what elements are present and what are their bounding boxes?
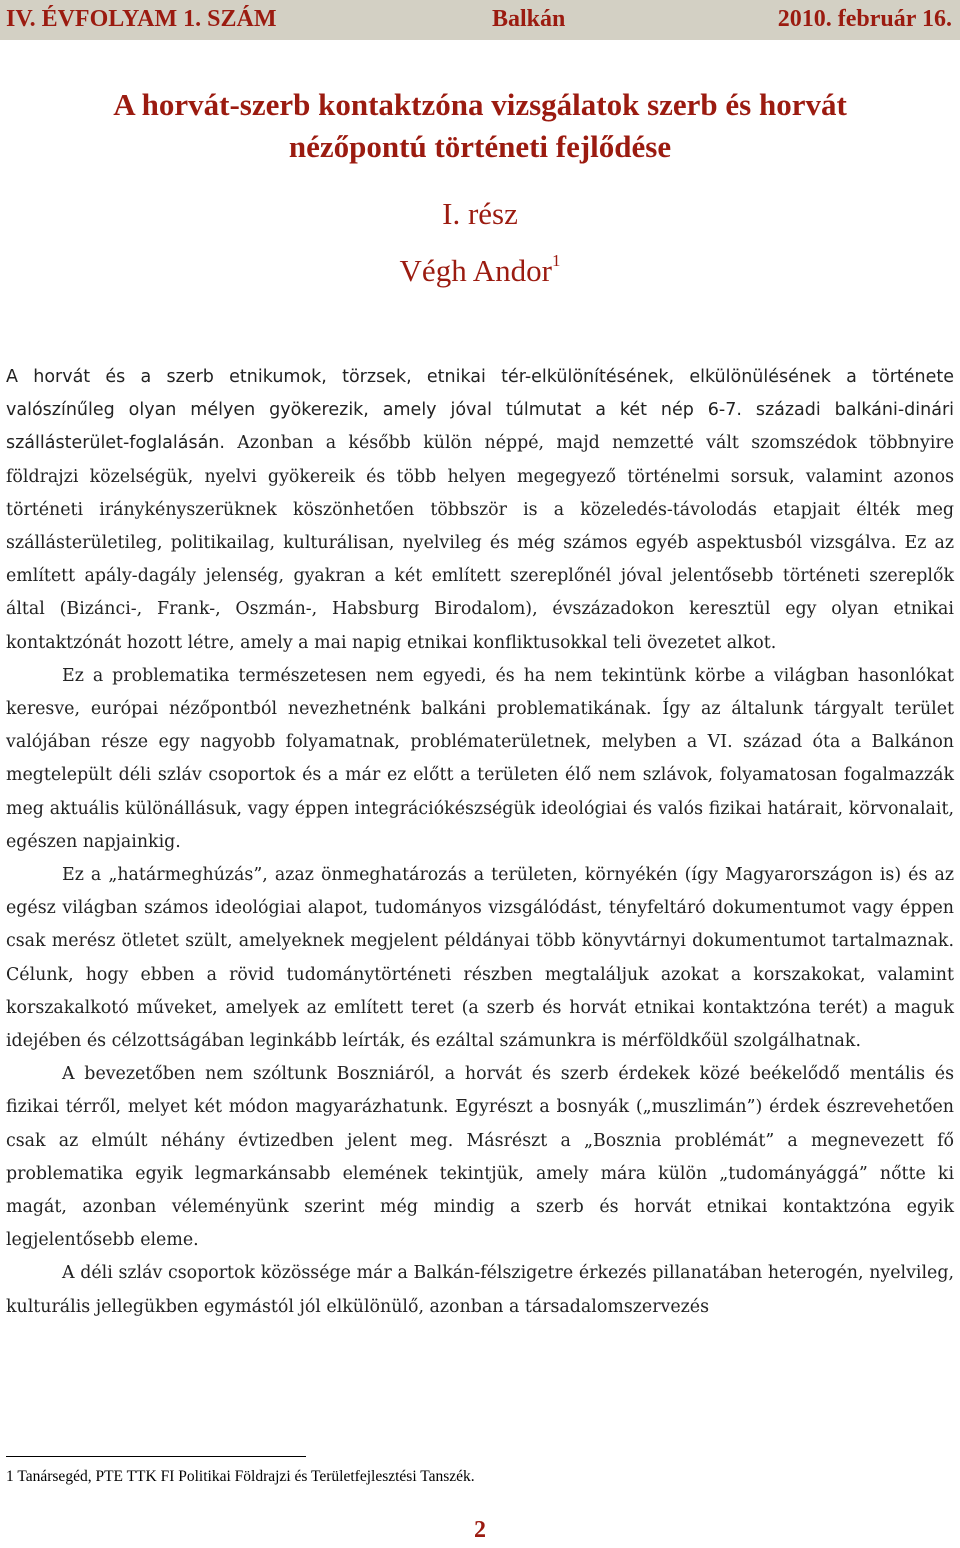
article-title-line-1: A horvát-szerb kontaktzóna vizsgálatok szerb és horvát (113, 87, 847, 122)
header-date: 2010. február 16. (777, 6, 952, 32)
footnote-ref[interactable]: 1 (551, 250, 561, 270)
paragraph-3: Ez a „határmeghúzás”, azaz önmeghatározás a területen, környékén (így Magyarországon is) és az egész világban számos ideológiai alapot, tudományos vizsgálódást, tényfeltáró dokumentumot vagy éppen csak merész ötletet szült, amelyeknek megjelent példányai több könyvtárnyi dokumentumot tartalmaznak. Célunk, hogy ebben a rövid tudománytörténeti részben megtaláljuk azokat a korszakokat, valamint korszakalkotó műveket, amelyek az említett teret (a szerb és horvát etnikai kontaktzóna terét) a maguk idejében és célzottságában leginkább leírták, és ezáltal számunkra is mérföldkőül szolgálhatnak. (6, 865, 954, 1052)
paragraph-2: Ez a problematika természetesen nem egyedi, és ha nem tekintünk körbe a világban hasonlókat keresve, európai nézőpontból nevezhetnénk balkáni problematikának. Így az általunk tárgyalt terület valójában része egy nagyobb folyamatnak, problématerületnek, melyben a VI. század óta a Balkánon megtelepült déli szláv csoportok és a már ez előtt a területen élő nem szlávok, folyamatosan fogalmazzák meg aktuális különállásuk, vagy éppen integrációkészségük ideológiai és valós fizikai határait, körvonalait, egészen napjainkig. (6, 665, 954, 852)
intro-text: A horvát és a szerb etnikumok, törzsek, etnikai tér-elkülönítésének, elkülönülésének a története valószínűleg olyan mélyen gyökerezik, amely jóval túlmutat a két nép 6-7. századi balkáni-dinári szállásterület-foglalásán. (6, 367, 954, 454)
page-number: 2 (474, 1517, 486, 1543)
running-header (0, 0, 960, 40)
paragraph-1-text: Azonban a később külön néppé, majd nemzetté vált szomszédok többnyire földrajzi közelségük, nyelvi gyökereik és több helyen megegyező történelmi sorsuk, valamint azonos történeti iránykényszerüknek köszönhetően többször is a közeledés-távolodás etapjait élték meg szállásterületileg, politikailag, kulturálisan, nyelvileg és még számos egyéb aspektusból vizsgálva. Ez az említett apály-dagály jelenség, gyakran a két említett szereplőnél jóval jelentősebb történeti szereplők által (Bizánci-, Frank-, Oszmán-, Habsburg Birodalom), évszázadokon keresztül egy olyan etnikai kontaktzónát hozott létre, amely a mai napig etnikai konfliktusokkal teli övezetet alkot. (6, 433, 955, 653)
header-volume: IV. ÉVFOLYAM 1. SZÁM (6, 6, 277, 32)
paragraph-4: A bevezetőben nem szóltunk Boszniáról, a horvát és szerb érdekek közé beékelődő mentális és fizikai térről, melyet két módon magyarázhatunk. Egyrészt a bosnyák („muszlimán”) érdek észrevehetően csak az elmúlt néhány évtizedben jelent meg. Másrészt a „Bosznia problémát” a megnevezett fő problematika egyik legmarkánsabb elemének tekintjük, amely mára külön „tudományággá” nőtte ki magát, azonban véleményünk szerint még mindig a szerb és horvát etnikai kontaktzóna egyik legjelentősebb eleme. (6, 1064, 954, 1251)
header-section: Balkán (492, 6, 566, 32)
article-author-line (0, 250, 960, 289)
paragraph-1 (6, 361, 954, 660)
article-title-line-2: nézőpontú történeti fejlődése (288, 129, 672, 164)
article-part: I. rész (442, 196, 518, 231)
article-body (6, 361, 954, 1324)
author-name: Végh Andor (399, 253, 552, 288)
footnote-separator (6, 1456, 306, 1457)
paragraph-5: A déli szláv csoportok közössége már a Balkán-félszigetre érkezés pillanatában heterogén, nyelvileg, kulturális jellegükben egymástól jól elkülönülő, azonban a társadalomszervezés (6, 1263, 954, 1317)
footnote: 1 Tanársegéd, PTE TTK FI Politikai Földrajzi és Területfejlesztési Tanszék. (6, 1468, 475, 1485)
